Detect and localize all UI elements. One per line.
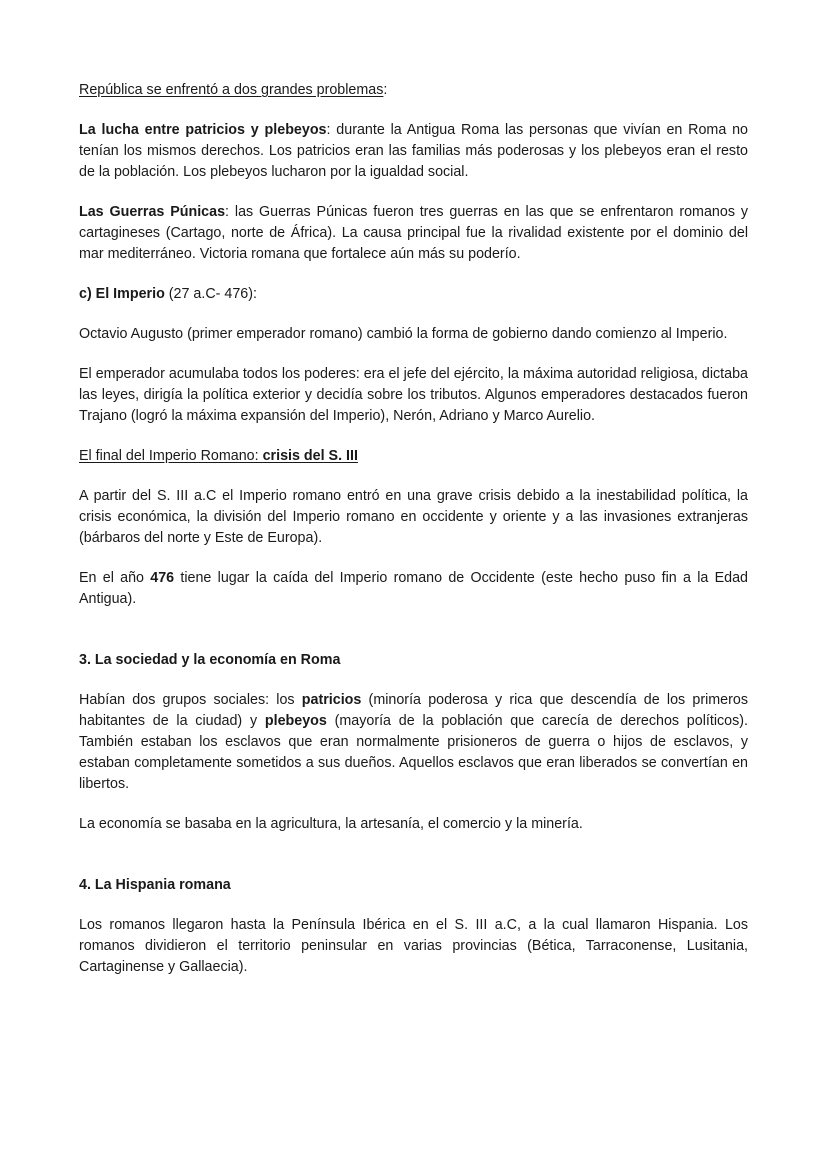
final-paragraph-1: A partir del S. III a.C el Imperio romano entró en una grave crisis debido a la inestabilidad política, la crisis económica, la división del Imperio romano en occidente y oriente y a las invasiones extranjeras (bárbaros del norte y Este de Europa). (79, 488, 748, 546)
hispania-heading: 4. La Hispania romana (79, 877, 231, 893)
lucha-term: La lucha entre patricios y plebeyos (79, 122, 327, 138)
final-paragraph-2 (79, 568, 748, 610)
intro-colon: : (383, 82, 388, 98)
hispania-paragraph-1: Los romanos llegaron hasta la Península Ibérica en el S. III a.C, a la cual llamaron Hispania. Los romanos dividieron el territorio peninsular en varias provincias (Bética, Tarraconense, Lusitania, Cartaginense y Gallaecia). (79, 917, 748, 975)
imperio-paragraph-2: El emperador acumulaba todos los poderes: era el jefe del ejército, la máxima autoridad religiosa, dictaba las leyes, dirigía la política exterior y decidía sobre los tributos. Algunos emperadores destacados fueron Trajano (logró la máxima expansión del Imperio), Nerón, Adriano y Marco Aurelio. (79, 366, 748, 424)
sociedad-paragraph-1 (79, 690, 748, 795)
final-p2-after: tiene lugar la caída del Imperio romano de Occidente (este hecho puso fin a la Edad Antigua). (79, 570, 749, 607)
final-p2-year: 476 (150, 570, 175, 586)
final-p2-before: En el año (79, 570, 151, 586)
lucha-paragraph (79, 120, 748, 183)
guerras-paragraph (79, 202, 748, 265)
lucha-text: : durante la Antigua Roma las personas que vivían en Roma no tenían los mismos derechos. Los patricios eran las familias más poderosas y los plebeyos eran el resto de la población. Los plebeyos lucharon por la igualdad social. (79, 122, 748, 180)
imperio-heading-bold: c) El Imperio (79, 286, 165, 302)
sociedad-paragraph-2: La economía se basaba en la agricultura, la artesanía, el comercio y la minería. (79, 816, 583, 832)
sociedad-heading: 3. La sociedad y la economía en Roma (79, 652, 341, 668)
final-title (79, 446, 748, 467)
imperio-dates: (27 a.C- 476): (164, 286, 257, 302)
sociedad-p1-b: (minoría poderosa y rica que descendía de los primeros habitantes de la ciudad) y (79, 692, 748, 729)
guerras-term: Las Guerras Púnicas (79, 204, 226, 220)
imperio-heading (79, 284, 748, 305)
final-title-prefix: El final del Imperio Romano: (79, 448, 263, 464)
imperio-paragraph-1: Octavio Augusto (primer emperador romano) cambió la forma de gobierno dando comienzo al Imperio. (79, 326, 728, 342)
guerras-text: : las Guerras Púnicas fueron tres guerras en las que se enfrentaron romanos y cartagineses (Cartago, norte de África). La causa principal fue la rivalidad existente por el dominio del mar mediterráneo. Victoria romana que fortalece aún más su poderío. (79, 204, 748, 262)
final-title-bold: crisis del S. III (262, 448, 358, 464)
intro-title: República se enfrentó a dos grandes problemas (79, 82, 384, 98)
sociedad-p1-a: Habían dos grupos sociales: los (79, 692, 302, 708)
sociedad-plebeyos: plebeyos (264, 713, 327, 729)
sociedad-patricios: patricios (301, 692, 362, 708)
intro-paragraph (79, 80, 748, 101)
sociedad-p1-c: (mayoría de la población que carecía de derechos políticos). También estaban los esclavos que eran normalmente prisioneros de guerra o hijos de esclavos, y estaban completamente sometidos a sus dueños. Aquellos esclavos que eran liberados se convertían en libertos. (79, 713, 748, 792)
